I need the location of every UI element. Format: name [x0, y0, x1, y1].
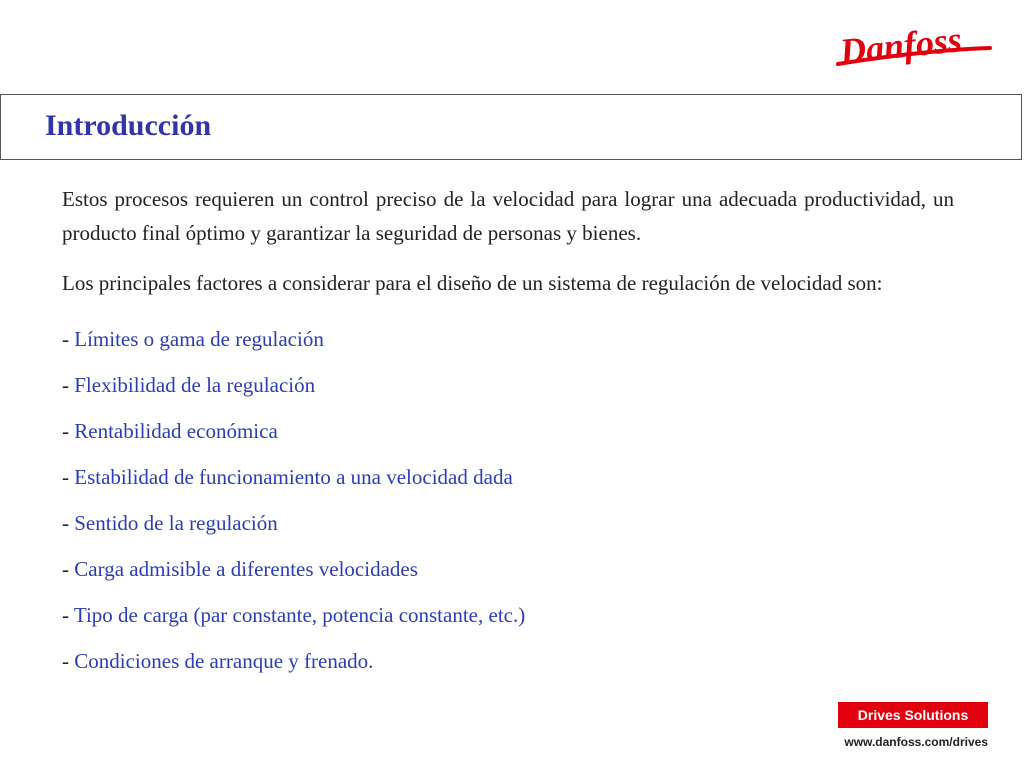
factor-text: Tipo de carga (par constante, potencia constante, etc.) [73, 603, 526, 627]
list-item [62, 316, 954, 362]
drives-solutions-badge: Drives Solutions [838, 702, 988, 728]
list-item [62, 638, 954, 684]
factor-text: Flexibilidad de la regulación [74, 373, 316, 397]
factor-text: Rentabilidad económica [74, 419, 278, 443]
list-item [62, 546, 954, 592]
svg-text:Danfoss: Danfoss [838, 19, 964, 72]
factor-text: Estabilidad de funcionamiento a una velocidad dada [74, 465, 513, 489]
dash-bullet: - [62, 327, 75, 351]
dash-bullet: - [62, 373, 75, 397]
title-bar [0, 94, 1022, 160]
factor-list [62, 316, 954, 684]
factor-text: Sentido de la regulación [74, 511, 278, 535]
dash-bullet: - [62, 465, 75, 489]
list-item [62, 500, 954, 546]
dash-bullet: - [62, 649, 75, 673]
dash-bullet: - [62, 603, 74, 627]
list-item [62, 408, 954, 454]
website-url[interactable]: www.danfoss.com/drives [844, 735, 988, 749]
list-item [62, 362, 954, 408]
list-item [62, 454, 954, 500]
dash-bullet: - [62, 557, 75, 581]
dash-bullet: - [62, 419, 75, 443]
factor-text: Carga admisible a diferentes velocidades [74, 557, 418, 581]
factors-intro-paragraph: Los principales factores a considerar para el diseño de un sistema de regulación de velocidad son: [62, 271, 883, 295]
intro-paragraph: Estos procesos requieren un control preciso de la velocidad para lograr una adecuada productividad, un producto final óptimo y garantizar la seguridad de personas y bienes. [62, 187, 954, 245]
slide-content [62, 182, 954, 684]
page-title: Introducción [45, 109, 212, 142]
factor-text: Límites o gama de regulación [74, 327, 324, 351]
factor-text: Condiciones de arranque y frenado. [74, 649, 374, 673]
list-item [62, 592, 954, 638]
dash-bullet: - [62, 511, 75, 535]
danfoss-logo [834, 14, 994, 80]
